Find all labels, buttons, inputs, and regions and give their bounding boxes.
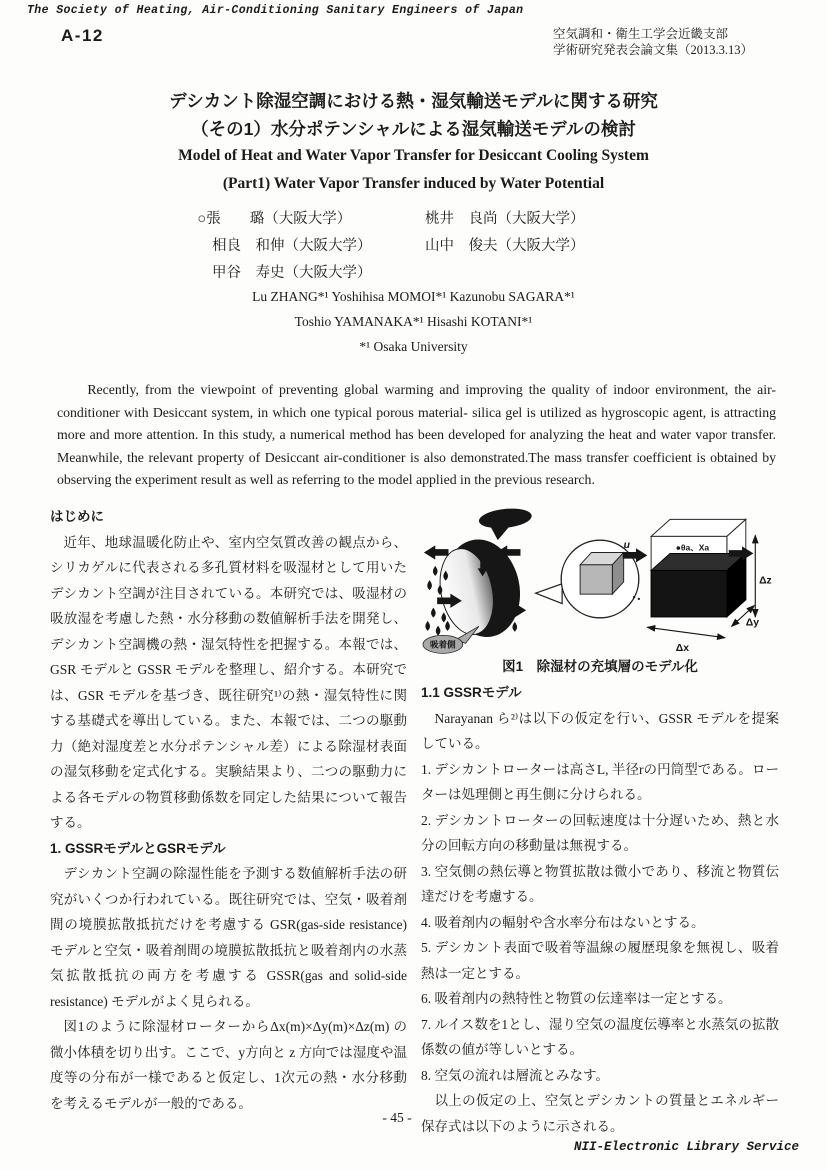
author-row <box>0 260 827 287</box>
velocity-label: u <box>623 539 631 551</box>
author-name: 桃井 良尚（大阪大学） <box>425 211 585 227</box>
author-name: 山中 俊夫（大阪大学） <box>425 238 585 254</box>
gssr-intro-paragraph: Narayanan ら²⁾は以下の仮定を行い、GSSR モデルを提案している。 <box>421 710 779 751</box>
proceedings-branch: 空気調和・衛生工学会近畿支部 <box>553 27 729 41</box>
title-en-line2: (Part1) Water Vapor Transfer induced by Water Potential <box>222 175 605 192</box>
society-header: The Society of Heating, Air-Conditioning Sanitary Engineers of Japan <box>27 4 524 17</box>
author-row <box>0 206 827 233</box>
author-row <box>0 233 827 260</box>
authors-en-line2: Toshio YAMANAKA*¹ Hisashi KOTANI*¹ <box>294 314 533 329</box>
authors-en-line1: Lu ZHANG*¹ Yoshihisa MOMOI*¹ Kazunobu SAGARA*¹ <box>252 289 575 304</box>
proceedings-info <box>553 26 753 58</box>
authors-affiliation: *¹ Osaka University <box>359 339 468 354</box>
authors-japanese <box>0 206 827 287</box>
title-jp-line1: デシカント除湿空調における熱・湿気輸送モデルに関する研究 <box>169 91 658 111</box>
intro-paragraph: 近年、地球温暖化防止や、室内空気質改善の観点から、シリカゲルに代表される多孔質材料を吸湿材として用いたデシカント空調が注目されている。本研究では、吸湿材の吸放湿を考慮した熱・水分移動の数値解析手法を開発し、デシカント空調機の熱・湿気特性を把握する。本報では、GSR モデルと GSSR モデルを整理し、紹介する。本研究では、GSR モデルを基づき、既往研究¹⁾の熱・湿気特性に関する基礎式を導出している。また、本報では、二つの駆動力（絶対湿度差と水分ポテンシャル差）による除湿材表面の湿気移動を定式化する。実験結果より、二つの駆動力による各モデルの物質移動係数を同定した結果について報告する。 <box>50 534 407 830</box>
assumption-item: 6. 吸着剤内の熱特性と物質の伝達率は一定とする。 <box>421 991 732 1006</box>
section-heading-gssr: 1.1 GSSRモデル <box>421 685 522 700</box>
adsorption-side-label: 吸着側 <box>430 639 456 650</box>
assumption-item: 7. ルイス数を1とし、湿り空気の温度伝導率と水蒸気の拡散係数の値が等しいとする。 <box>421 1016 779 1057</box>
assumption-item: 4. 吸着剤内の輻射や含水率分布はないとする。 <box>421 914 705 930</box>
library-service-footer: NII-Electronic Library Service <box>573 1140 799 1154</box>
assumption-item: 3. 空気側の熱伝導と物質拡散は微小であり、移流と物質伝達だけを考慮する。 <box>421 863 779 904</box>
left-column <box>50 504 407 1116</box>
title-english <box>0 142 827 198</box>
title-en-line1: Model of Heat and Water Vapor Transfer for Desiccant Cooling System <box>178 147 649 164</box>
control-volume-icon <box>623 519 772 654</box>
figure-1 <box>421 504 779 680</box>
section-heading-models: 1. GSSRモデルとGSRモデル <box>50 840 226 856</box>
author-name: 甲谷 寿史（大阪大学） <box>212 265 372 281</box>
closing-paragraph: 以上の仮定の上、空気とデシカントの質量とエネルギー保存式は以下のように示される。 <box>421 1093 779 1134</box>
dx-label: Δx <box>675 642 690 654</box>
title-jp-line2: （その1）水分ポテンシャルによる湿気輸送モデルの検討 <box>191 119 636 139</box>
title-japanese <box>0 87 827 143</box>
section-heading-introduction: はじめに <box>50 509 104 524</box>
dz-label: Δz <box>759 575 772 587</box>
assumption-item: 1. デシカントローターは高さL, 半径rの円筒型である。ローターは処理側と再生側に分けられる。 <box>421 761 779 802</box>
rotor-icon <box>423 506 533 653</box>
assumption-item: 5. デシカント表面で吸着等温線の履歴現象を無視し、吸着熱は一定とする。 <box>421 940 779 981</box>
magnifier-cube-icon <box>536 540 640 618</box>
models-paragraph: デシカント空調の除湿性能を予測する数値解析手法の研究がいくつか行われている。既往研究では、空気・吸着剤間の境膜拡散抵抗だけを考慮する GSR(gas-side resistance) モデルと空気・吸着剤間の境膜拡散抵抗と吸着剤内の水蒸気拡散抵抗の両方を考慮する GSSR(gas and solid-side resistance) モデルがよく見られる。 <box>50 866 407 1009</box>
author-name: ○張 璐（大阪大学） <box>197 211 352 227</box>
dy-label: Δy <box>745 617 760 629</box>
page-number: - 45 - <box>382 1110 412 1125</box>
desiccant-rotor-diagram <box>422 504 778 654</box>
air-state-label: ●θa、Xa <box>675 542 710 553</box>
volume-element-paragraph: 図1のように除湿材ローターからΔx(m)×Δy(m)×Δz(m) の微小体積を切り出す。ここで、y方向と z 方向では湿度や温度等の分布が一様であると仮定し、1次元の熱・水分移動を考えるモデルが一般的である。 <box>50 1019 407 1111</box>
assumption-item: 2. デシカントローターの回転速度は十分遅いため、熱と水分の回転方向の移動量は無視する。 <box>421 812 779 853</box>
figure-1-caption: 図1 除湿材の充填層のモデル化 <box>502 659 698 674</box>
authors-english <box>0 284 827 359</box>
author-name <box>425 260 615 287</box>
right-column <box>421 504 779 1139</box>
author-name: 相良 和伸（大阪大学） <box>212 238 372 254</box>
abstract-paragraph: Recently, from the viewpoint of preventing global warming and improving the quality of indoor environment, the air-conditioner with Desiccant system, in which one typical porous material- silica gel is utilized as hygroscopic agent, is attracting more and more attention. In this study, a numerical method has been developed for analyzing the heat and water vapor transfer. Meanwhile, the relevant property of Desiccant air-conditioner is also demonstrated.The mass transfer coefficient is obtained by observing the experiment result as well as referring to the model applied in the previous research. <box>57 382 776 487</box>
proceedings-volume: 学術研究発表会論文集（2013.3.13） <box>553 43 754 57</box>
paper-number: A-12 <box>61 26 104 45</box>
assumption-item: 8. 空気の流れは層流とみなす。 <box>421 1067 609 1083</box>
